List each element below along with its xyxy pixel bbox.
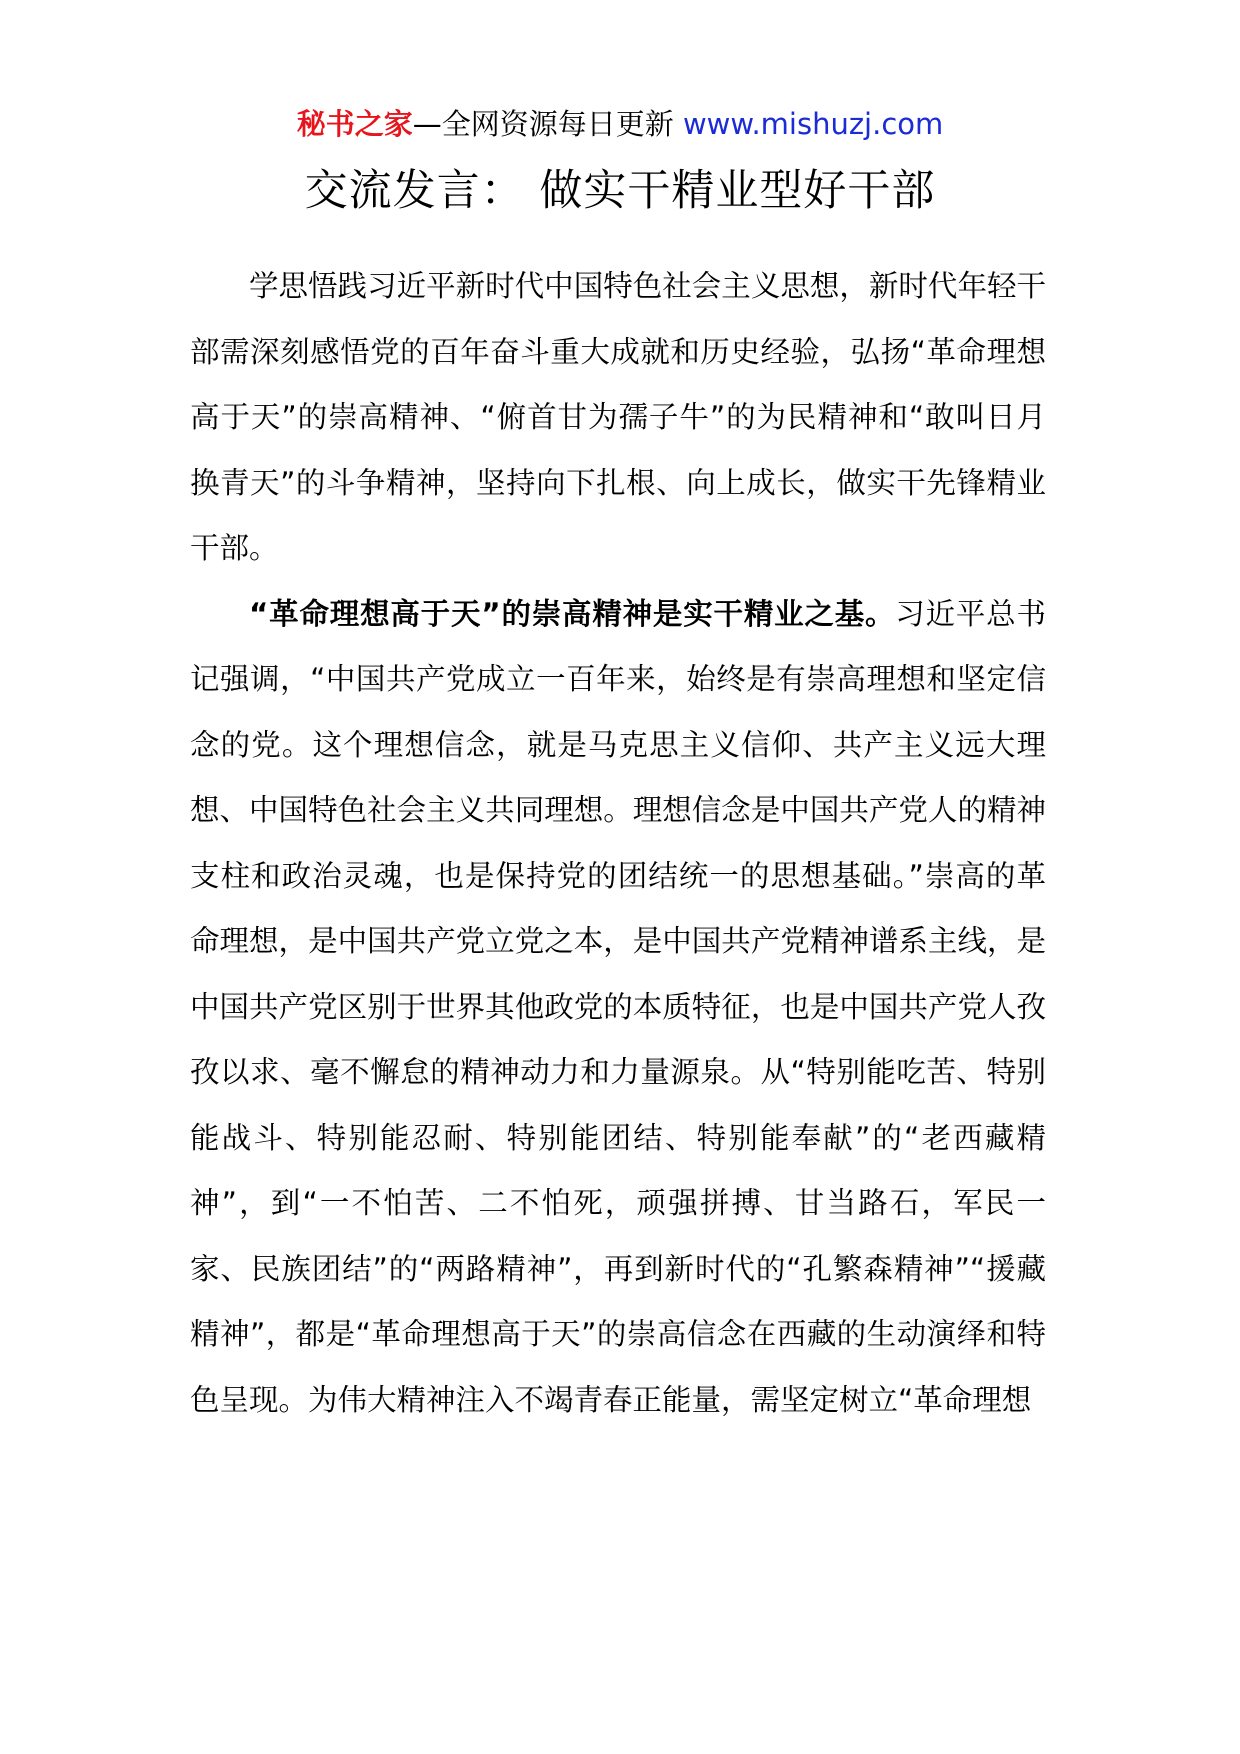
paragraph: [190, 254, 1046, 582]
header-tagline: —全网资源每日更新: [412, 107, 683, 141]
brand-name: 秘书之家: [296, 107, 413, 141]
source-header: [0, 100, 1240, 148]
paragraph-lead-heading: “革命理想高于天”的崇高精神是实干精业之基。: [249, 596, 896, 631]
paragraph: [190, 582, 1046, 1434]
paragraph-text: 学思悟践习近平新时代中国特色社会主义思想，新时代年轻干部需深刻感悟党的百年奋斗重大成就和历史经验，弘扬“革命理想高于天”的崇高精神、“俯首甘为孺子牛”的为民精神和“敢叫日月换青天”的斗争精神，坚持向下扎根、向上成长，做实干先锋精业干部。: [190, 269, 1046, 565]
website-link[interactable]: www.mishuzj.com: [682, 107, 944, 141]
document-body: [190, 254, 1046, 1433]
document-title: 交流发言： 做实干精业型好干部: [304, 166, 936, 216]
paragraph-text: 习近平总书记强调，“中国共产党成立一百年来，始终是有崇高理想和坚定信念的党。这个理想信念，就是马克思主义信仰、共产主义远大理想、中国特色社会主义共同理想。理想信念是中国共产党人的精神支柱和政治灵魂，也是保持党的团结统一的思想基础。”崇高的革命理想，是中国共产党立党之本，是中国共产党精神谱系主线，是中国共产党区别于世界其他政党的本质特征，也是中国共产党人孜孜以求、毫不懈怠的精神动力和力量源泉。从“特别能吃苦、特别能战斗、特别能忍耐、特别能团结、特别能奉献”的“老西藏精神”，到“一不怕苦、二不怕死，顽强拼搏、甘当路石，军民一家、民族团结”的“两路精神”，再到新时代的“孔繁森精神”“援藏精神”，都是“革命理想高于天”的崇高信念在西藏的生动演绎和特色呈现。为伟大精神注入不竭青春正能量，需坚定树立“革命理想: [190, 596, 1046, 1417]
